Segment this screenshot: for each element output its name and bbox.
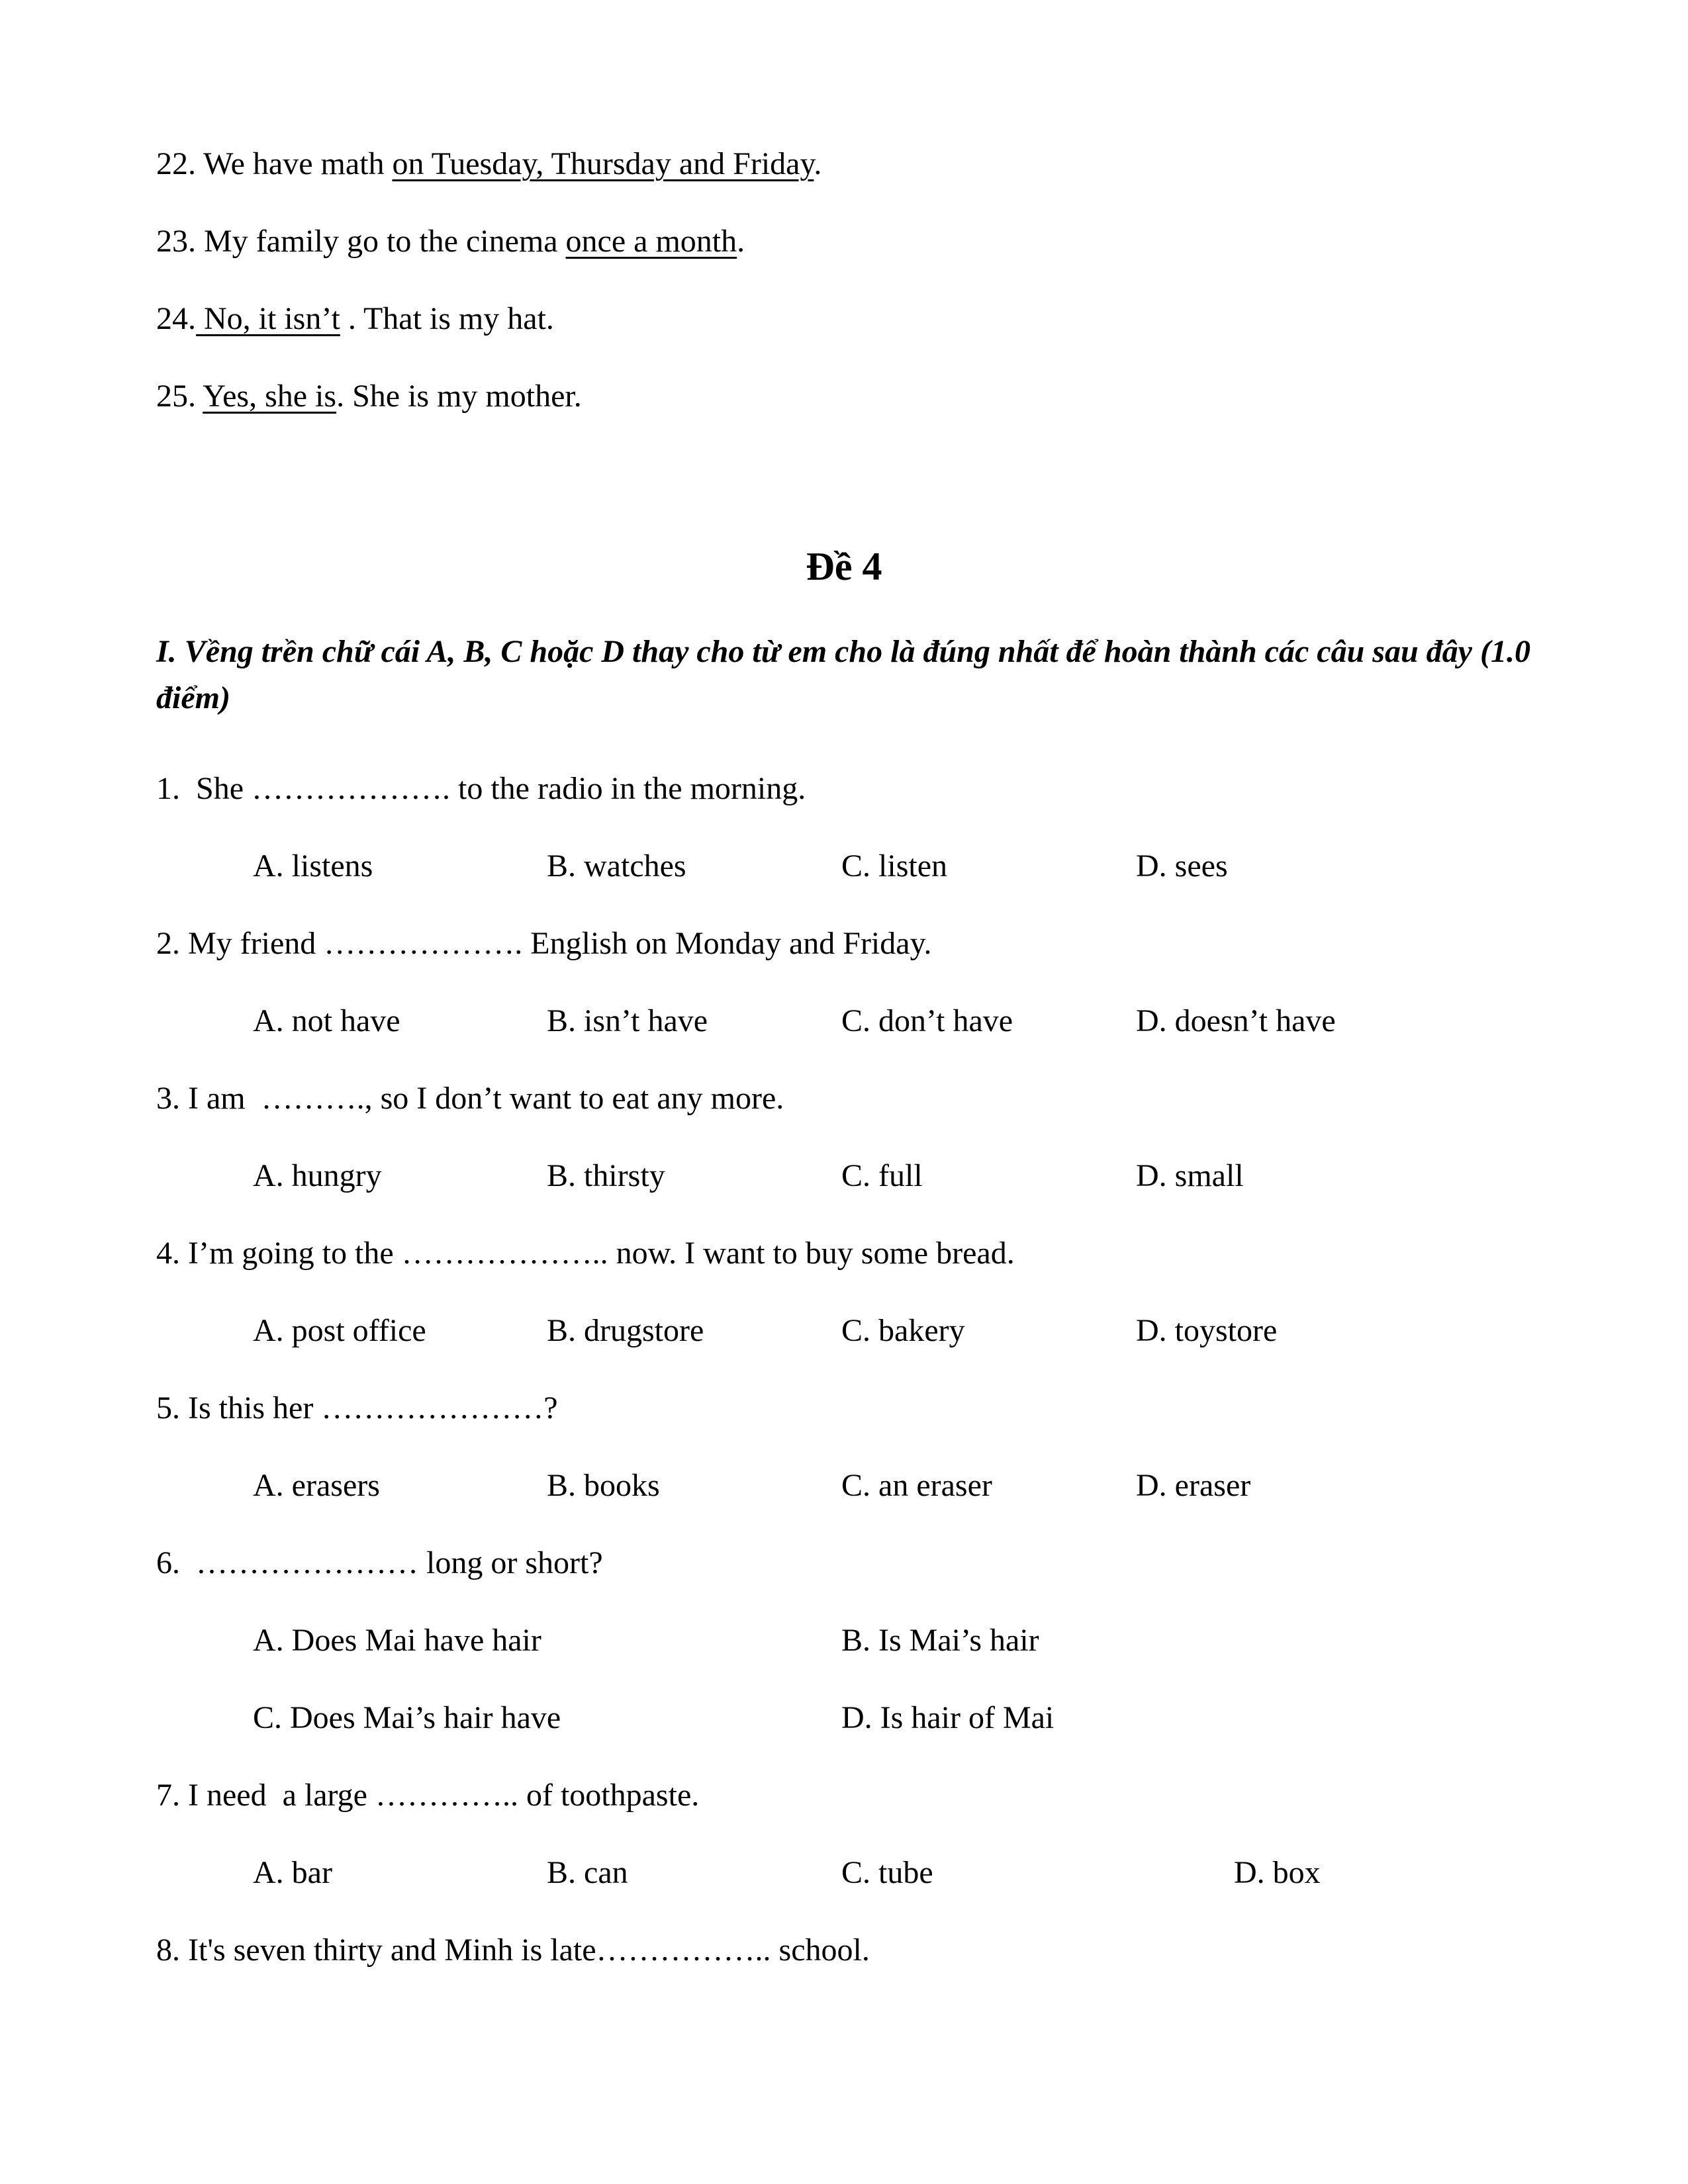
- question: 8. It's seven thirty and Minh is late…………….. school.: [156, 1933, 870, 1968]
- option-d: D. Is hair of Mai: [841, 1700, 1055, 1735]
- answer-text: . She is my mother.: [336, 379, 582, 414]
- option-c: C. Does Mai’s hair have: [253, 1700, 561, 1735]
- option-d: D. eraser: [1136, 1468, 1251, 1503]
- answer-text: 22. We have math: [156, 146, 393, 181]
- option-b: B. books: [547, 1468, 660, 1503]
- answer-text: .: [814, 146, 822, 181]
- option-b: B. Is Mai’s hair: [841, 1623, 1039, 1658]
- question: 5. Is this her …………………?: [156, 1390, 558, 1426]
- option-d: D. sees: [1136, 848, 1228, 884]
- underlined-answer: once a month: [565, 224, 737, 259]
- options-row: [0, 1853, 1688, 1893]
- answer-text: 24.: [156, 301, 196, 336]
- instruction: I. Vềng trền chữ cái A, B, C hoặc D thay cho từ em cho là đúng nhất để hoàn thành các câu sau đây (1.0 điểm): [156, 634, 1530, 715]
- option-b: B. can: [547, 1855, 628, 1890]
- options-row: [0, 1698, 1688, 1738]
- option-a: A. Does Mai have hair: [253, 1623, 541, 1658]
- question: 4. I’m going to the ……………….. now. I want to buy some bread.: [156, 1236, 1015, 1271]
- options-row: [0, 846, 1688, 886]
- question: 1. She ………………. to the radio in the morning.: [156, 771, 806, 806]
- options-row: [0, 1466, 1688, 1506]
- option-a: A. listens: [253, 848, 373, 884]
- question: 6. ………………… long or short?: [156, 1545, 603, 1580]
- option-c: C. full: [841, 1158, 923, 1193]
- option-c: C. bakery: [841, 1313, 965, 1348]
- option-a: A. bar: [253, 1855, 332, 1890]
- option-a: A. hungry: [253, 1158, 382, 1193]
- option-b: B. isn’t have: [547, 1003, 708, 1038]
- options-row: [0, 1001, 1688, 1041]
- option-c: C. an eraser: [841, 1468, 992, 1503]
- options-row: [0, 1621, 1688, 1661]
- options-row: [0, 1311, 1688, 1351]
- answer-line: [156, 299, 554, 339]
- options-row: [0, 1156, 1688, 1196]
- answer-text: 23. My family go to the cinema: [156, 224, 566, 259]
- answer-line: [156, 222, 745, 261]
- option-c: C. don’t have: [841, 1003, 1013, 1038]
- option-b: B. drugstore: [547, 1313, 704, 1348]
- option-d: D. toystore: [1136, 1313, 1278, 1348]
- option-c: C. listen: [841, 848, 948, 884]
- section-title: Đề 4: [806, 545, 882, 588]
- answer-text: 25.: [156, 379, 203, 414]
- option-a: A. not have: [253, 1003, 400, 1038]
- option-d: D. doesn’t have: [1136, 1003, 1336, 1038]
- option-b: B. watches: [547, 848, 686, 884]
- option-c: C. tube: [841, 1855, 933, 1890]
- option-a: A. post office: [253, 1313, 426, 1348]
- answer-line: [156, 144, 821, 184]
- answer-text: .: [737, 224, 745, 259]
- underlined-answer: Yes, she is: [203, 379, 337, 414]
- option-d: D. small: [1136, 1158, 1244, 1193]
- underlined-answer: No, it isn’t: [196, 301, 340, 336]
- option-b: B. thirsty: [547, 1158, 665, 1193]
- question: 2. My friend ………………. English on Monday and Friday.: [156, 926, 932, 961]
- answer-text: . That is my hat.: [340, 301, 554, 336]
- question: 3. I am ………., so I don’t want to eat any more.: [156, 1081, 784, 1116]
- option-a: A. erasers: [253, 1468, 380, 1503]
- question: 7. I need a large ………….. of toothpaste.: [156, 1778, 700, 1813]
- option-d: D. box: [1234, 1855, 1321, 1890]
- underlined-answer: on Tuesday, Thursday and Friday: [392, 146, 814, 181]
- answer-line: [156, 377, 582, 416]
